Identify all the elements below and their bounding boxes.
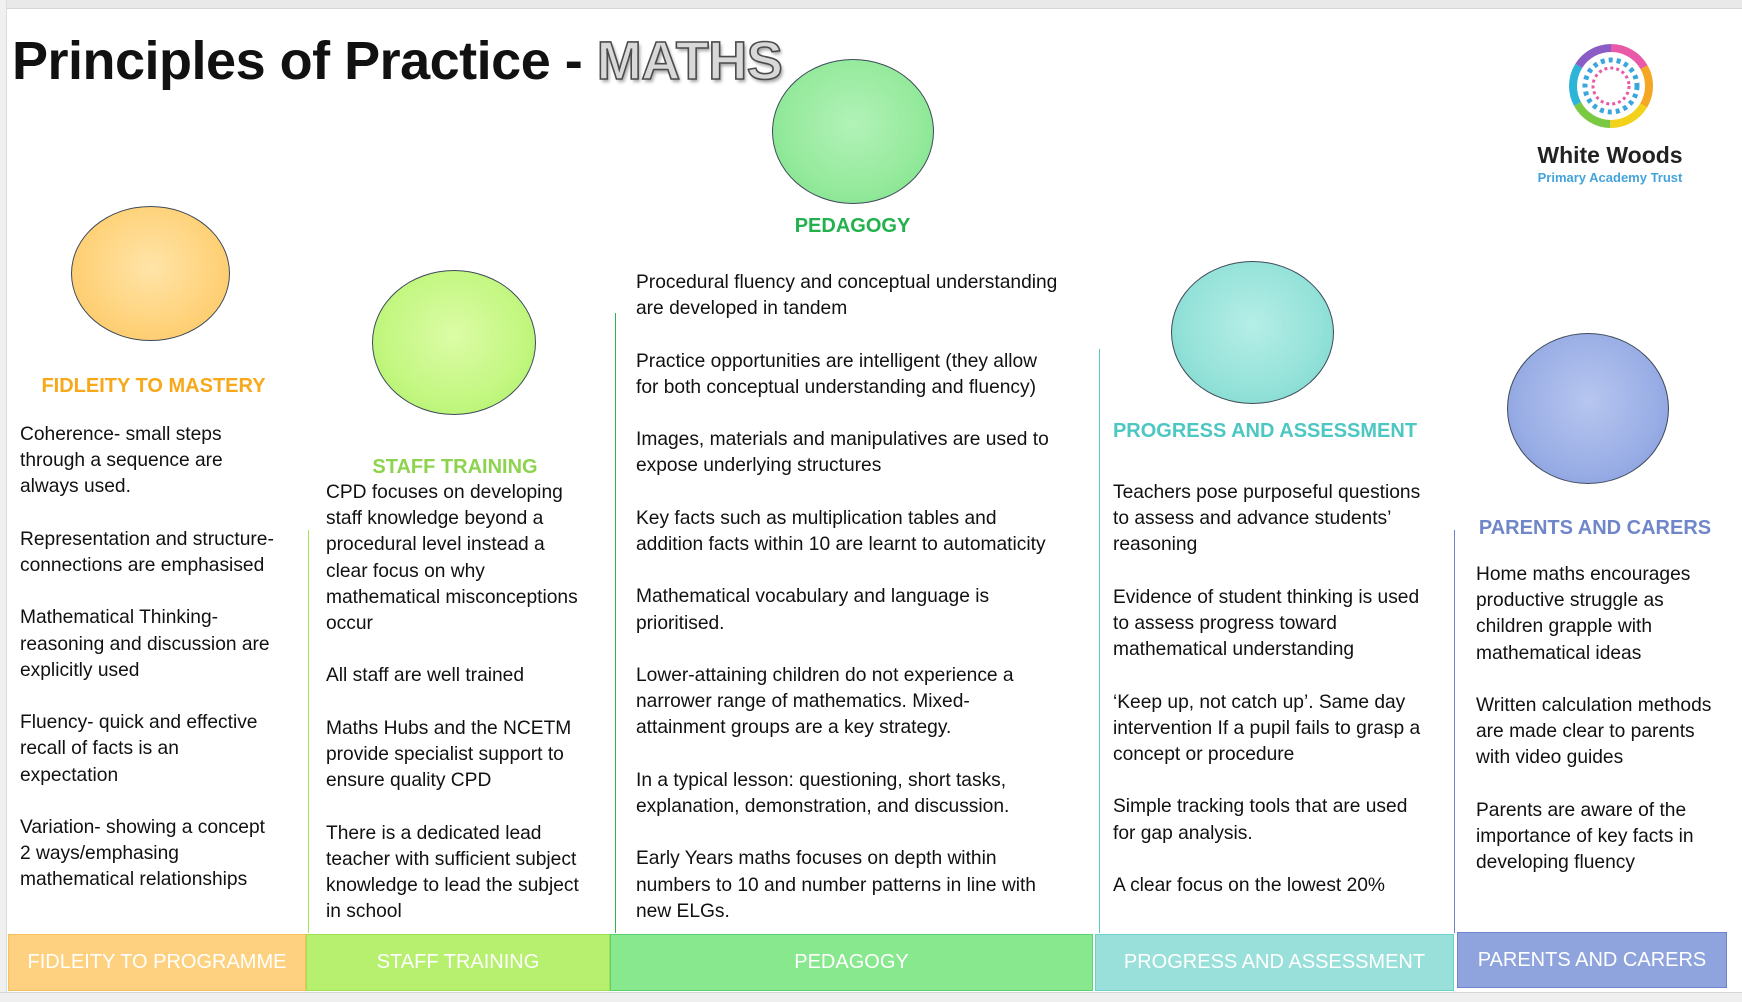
list-item: ‘Keep up, not catch up’. Same day intervention If a pupil fails to grasp a concept or procedure	[1113, 691, 1421, 765]
title-subject: MATHS	[596, 31, 783, 91]
list-item: A clear focus on the lowest 20%	[1113, 874, 1385, 896]
list-item: Fluency- quick and effective recall of facts is an expectation	[20, 712, 258, 786]
fidelity-circle	[71, 206, 230, 341]
left-frame-bar	[0, 0, 7, 1001]
list-item: Parents are aware of the importance of key facts in developing fluency	[1476, 799, 1694, 874]
pedagogy-heading: PEDAGOGY	[794, 215, 911, 237]
logo-name: White Woods	[1537, 142, 1683, 168]
list-item: Coherence- small steps through a sequence are always used.	[20, 424, 223, 498]
progress-points	[1113, 480, 1448, 925]
list-item: Early Years maths focuses on depth within numbers to 10 and number patterns in line with new ELGs.	[636, 848, 1036, 922]
list-item: Home maths encourages productive struggle as children grapple with mathematical ideas	[1476, 564, 1691, 664]
list-item: There is a dedicated lead teacher with sufficient subject knowledge to lead the subject in school	[326, 822, 579, 923]
list-item: Procedural fluency and conceptual understanding are developed in tandem	[636, 272, 1058, 320]
progress-circle	[1171, 261, 1334, 404]
title-main: Principles of Practice	[12, 31, 551, 91]
rainbow-wreath-icon	[1565, 40, 1657, 132]
progress-heading: PROGRESS AND ASSESSMENT	[1112, 420, 1418, 442]
title-dash: -	[550, 31, 597, 91]
fidelity-points	[20, 422, 290, 920]
parents-heading: PARENTS AND CARERS	[1478, 517, 1712, 539]
list-item: Representation and structure- connections are emphasised	[20, 528, 274, 576]
list-item: Written calculation methods are made clear to parents with video guides	[1476, 695, 1712, 769]
parents-band: PARENTS AND CARERS	[1457, 932, 1727, 988]
pedagogy-points	[636, 270, 1092, 951]
list-item: Mathematical vocabulary and language is prioritised.	[636, 586, 990, 634]
list-item: CPD focuses on developing staff knowledge beyond a procedural level instead a clear focus on why mathematical misconceptions occur	[326, 482, 578, 635]
parents-circle	[1507, 333, 1669, 484]
divider-line	[615, 313, 616, 933]
divider-line	[308, 530, 309, 933]
divider-line	[1099, 349, 1100, 933]
pedagogy-circle	[772, 59, 934, 204]
fidelity-heading: FIDLEITY TO MASTERY	[41, 375, 266, 397]
progress-band: PROGRESS AND ASSESSMENT	[1095, 934, 1454, 991]
parents-points	[1476, 562, 1741, 903]
list-item: Key facts such as multiplication tables and addition facts within 10 are learnt to automaticity	[636, 507, 1046, 555]
fidelity-band: FIDLEITY TO PROGRAMME	[8, 934, 306, 991]
staff-training-points	[326, 480, 608, 952]
staff-training-band: STAFF TRAINING	[306, 934, 610, 991]
pedagogy-band: PEDAGOGY	[610, 934, 1093, 991]
list-item: All staff are well trained	[326, 665, 525, 687]
list-item: Variation- showing a concept 2 ways/emphasing mathematical relationships	[20, 816, 265, 891]
list-item: Mathematical Thinking- reasoning and discussion are explicitly used	[20, 607, 270, 681]
staff-training-circle	[372, 270, 536, 415]
list-item: Evidence of student thinking is used to assess progress toward mathematical understanding	[1113, 586, 1420, 661]
list-item: Images, materials and manipulatives are used to expose underlying structures	[636, 429, 1049, 477]
list-item: Simple tracking tools that are used for gap analysis.	[1113, 796, 1408, 844]
list-item: Lower-attaining children do not experience a narrower range of mathematics. Mixed- attainment groups are a key strategy.	[636, 664, 1014, 739]
page-title	[12, 30, 782, 92]
divider-line	[1454, 530, 1455, 933]
list-item: In a typical lesson: questioning, short tasks, explanation, demonstration, and discussion.	[636, 769, 1010, 817]
logo-subtitle: Primary Academy Trust	[1537, 170, 1683, 185]
top-frame-bar	[0, 0, 1742, 9]
trust-logo	[1505, 40, 1715, 190]
list-item: Practice opportunities are intelligent (they allow for both conceptual understanding and fluency)	[636, 350, 1038, 398]
list-item: Maths Hubs and the NCETM provide specialist support to ensure quality CPD	[326, 717, 572, 792]
staff-training-heading: STAFF TRAINING	[372, 456, 538, 478]
list-item: Teachers pose purposeful questions to assess and advance students’ reasoning	[1113, 482, 1421, 556]
